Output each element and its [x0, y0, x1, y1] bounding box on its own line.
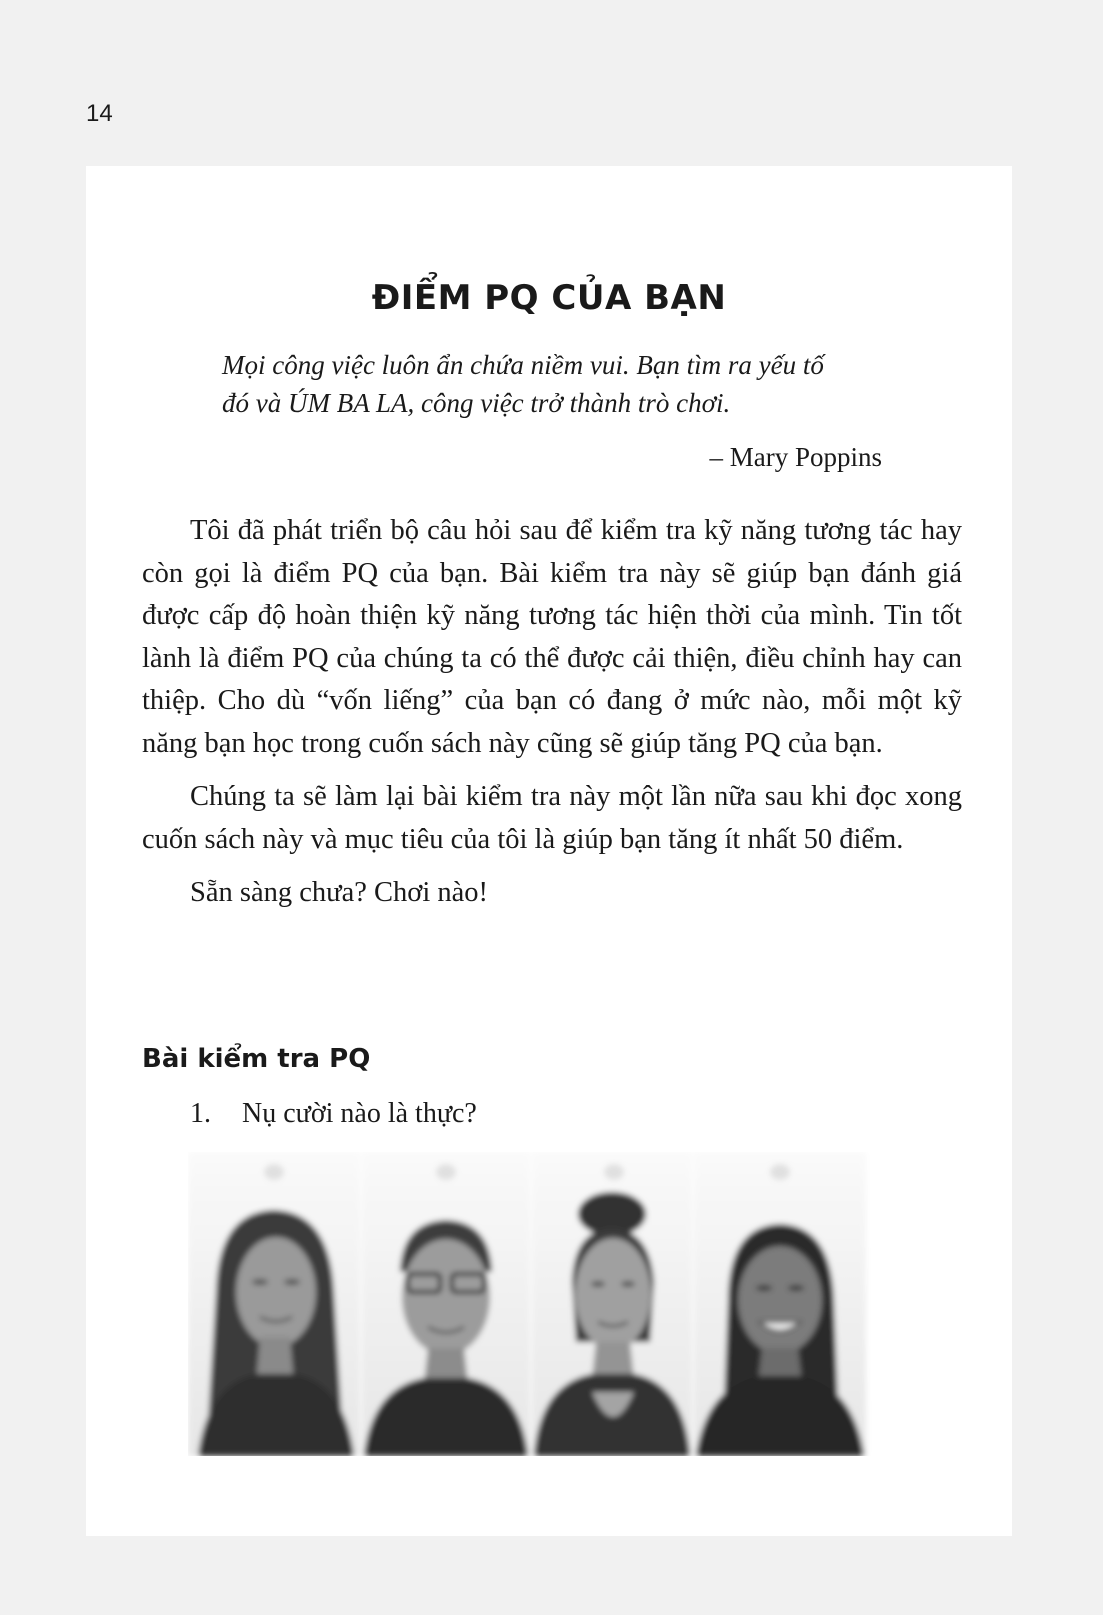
epigraph-quote	[222, 346, 902, 422]
epigraph-line: Mọi công việc luôn ẩn chứa niềm vui. Bạn tìm ra yếu tố	[222, 350, 824, 380]
section-heading: Bài kiểm tra PQ	[142, 1044, 371, 1074]
body-text	[142, 510, 962, 926]
question-number: 1.	[190, 1098, 211, 1129]
page-content-panel	[86, 166, 1012, 1536]
body-paragraph: Chúng ta sẽ làm lại bài kiểm tra này một lần nữa sau khi đọc xong cuốn sách này và mục tiêu của tôi là giúp bạn tăng ít nhất 50 điểm.	[142, 781, 962, 855]
body-paragraph: Sẵn sàng chưa? Chơi nào!	[190, 877, 489, 908]
chapter-title: ĐIỂM PQ CỦA BẠN	[371, 278, 727, 318]
portrait-4	[694, 1152, 866, 1456]
epigraph-attribution: – Mary Poppins	[709, 442, 882, 472]
page-number: 14	[86, 100, 113, 127]
portrait-3	[532, 1152, 692, 1456]
question-text: Nụ cười nào là thực?	[242, 1098, 477, 1129]
portrait-2	[362, 1152, 530, 1456]
body-paragraph: Tôi đã phát triển bộ câu hỏi sau để kiểm tra kỹ năng tương tác hay còn gọi là điểm PQ của bạn. Bài kiểm tra này sẽ giúp bạn đánh giá được cấp độ hoàn thiện kỹ năng tương tác hiện thời của mình. Tin tốt lành là điểm PQ của chúng ta có thể được cải thiện, điều chỉnh hay can thiệp. Cho dù “vốn liếng” của bạn có đang ở mức nào, mỗi một kỹ năng bạn học trong cuốn sách này cũng sẽ giúp tăng PQ của bạn.	[142, 515, 962, 759]
portrait-photos-illustration	[188, 1152, 888, 1456]
question-item	[190, 1098, 477, 1130]
epigraph-line: đó và ÚM BA LA, công việc trở thành trò chơi.	[222, 388, 731, 418]
portrait-photo-strip	[188, 1152, 888, 1456]
portrait-1	[188, 1152, 360, 1456]
